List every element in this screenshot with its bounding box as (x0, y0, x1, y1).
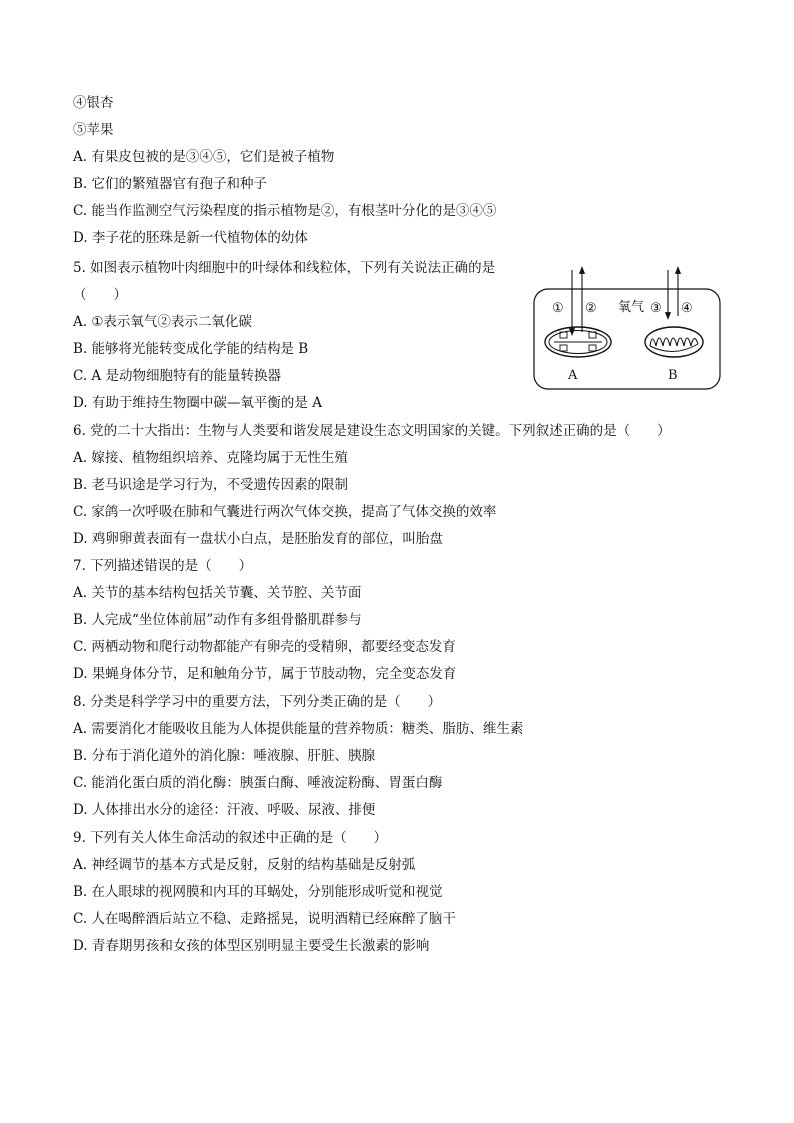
option-line: A. 需要消化才能吸收且能为人体提供能量的营养物质：糖类、脂肪、维生素 (73, 721, 524, 737)
oxygen-label: 氧气 (618, 300, 645, 315)
option-line: C. A 是动物细胞特有的能量转换器 (73, 368, 281, 384)
option-line: C. 能当作监测空气污染程度的指示植物是②，有根茎叶分化的是③④⑤ (73, 203, 497, 219)
text-line: ⑤苹果 (73, 122, 114, 138)
mark-2: ② (585, 301, 597, 316)
mark-1: ① (552, 301, 564, 316)
question-6-stem: 6. 党的二十大指出：生物与人类要和谐发展是建设生态文明国家的关键。下列叙述正确的是（ ） (73, 423, 671, 439)
option-line: D. 有助于维持生物圈中碳—氧平衡的是 A (73, 395, 322, 411)
option-line: B. 分布于消化道外的消化腺：唾液腺、肝脏、胰腺 (73, 748, 376, 764)
option-line: D. 李子花的胚珠是新一代植物体的幼体 (73, 230, 308, 246)
label-a: A (568, 368, 578, 383)
option-line: B. 人完成“坐位体前屈”动作有多组骨骼肌群参与 (73, 612, 362, 628)
option-line: D. 果蝇身体分节，足和触角分节，属于节肢动物，完全变态发育 (73, 666, 457, 682)
option-line: D. 青春期男孩和女孩的体型区别明显主要受生长激素的影响 (73, 938, 430, 954)
option-line: C. 两栖动物和爬行动物都能产有卵壳的受精卵，都要经变态发育 (73, 639, 456, 655)
option-line: A. 嫁接、植物组织培养、克隆均属于无性生殖 (73, 450, 348, 466)
question-9-stem: 9. 下列有关人体生命活动的叙述中正确的是（ ） (73, 830, 388, 846)
option-line: D. 鸡卵卵黄表面有一盘状小白点，是胚胎发育的部位，叫胎盘 (73, 531, 443, 547)
option-line: A. 神经调节的基本方式是反射，反射的结构基础是反射弧 (73, 857, 416, 873)
answer-blank: （ ） (73, 287, 127, 303)
option-line: B. 老马识途是学习行为，不受遗传因素的限制 (73, 477, 349, 493)
option-line: D. 人体排出水分的途径：汗液、呼吸、尿液、排便 (73, 802, 376, 818)
option-line: C. 能消化蛋白质的消化酶：胰蛋白酶、唾液淀粉酶、胃蛋白酶 (73, 775, 443, 791)
option-line: B. 在人眼球的视网膜和内耳的耳蜗处，分别能形成听觉和视觉 (73, 884, 443, 900)
option-line: A. ①表示氧气②表示二氧化碳 (73, 314, 252, 330)
label-b: B (668, 368, 678, 383)
chloroplast-mitochondria-figure (532, 266, 722, 392)
mark-3: ③ (650, 301, 662, 316)
text-line: ④银杏 (73, 95, 114, 111)
option-line: A. 有果皮包被的是③④⑤，它们是被子植物 (73, 149, 335, 165)
option-line: C. 人在喝醉酒后站立不稳、走路摇晃，说明酒精已经麻醉了脑干 (73, 911, 456, 927)
question-7-stem: 7. 下列描述错误的是（ ） (73, 558, 253, 574)
mitochondrion-icon (645, 327, 703, 357)
chloroplast-icon (545, 327, 611, 357)
option-line: B. 能够将光能转变成化学能的结构是 B (73, 341, 309, 357)
question-8-stem: 8. 分类是科学学习中的重要方法，下列分类正确的是（ ） (73, 694, 442, 710)
option-line: A. 关节的基本结构包括关节囊、关节腔、关节面 (73, 585, 362, 601)
mark-4: ④ (681, 301, 693, 316)
option-line: C. 家鸽一次呼吸在肺和气囊进行两次气体交换，提高了气体交换的效率 (73, 504, 497, 520)
question-5-stem: 5. 如图表示植物叶肉细胞中的叶绿体和线粒体，下列有关说法正确的是 (73, 260, 496, 276)
option-line: B. 它们的繁殖器官有孢子和种子 (73, 176, 268, 192)
